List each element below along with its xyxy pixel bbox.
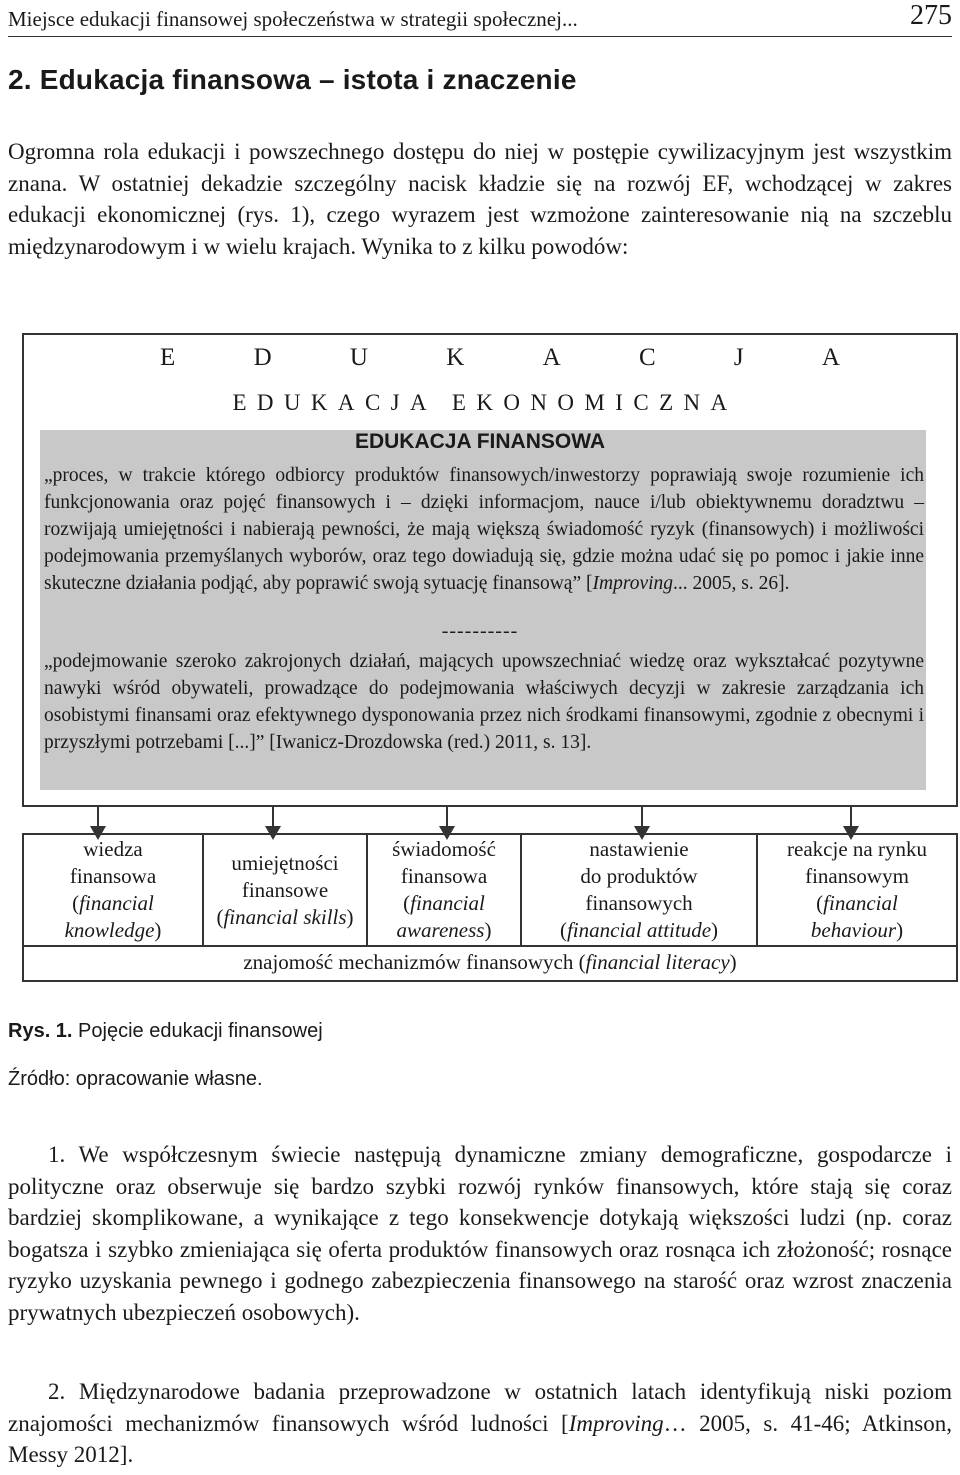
component-label: do produktów xyxy=(580,864,698,888)
edukacja-letters xyxy=(160,344,840,372)
component-english: awareness) xyxy=(396,918,492,942)
figure-source: Źródło: opracowanie własne. xyxy=(8,1068,263,1090)
component-box-behaviour xyxy=(756,833,958,947)
literacy-english: financial literacy xyxy=(585,950,730,974)
caption-text: Pojęcie edukacji finansowej xyxy=(78,1020,323,1042)
edukacja-letter: A xyxy=(542,344,561,371)
component-box-knowledge xyxy=(22,833,204,947)
point-1-paragraph: 1. We współczesnym świecie następują dynamiczne zmiany demograficzne, gospodarcze i polityczne oraz obserwuje się bardzo szybki rozwój rynków finansowych, które stają się coraz bardziej skomplikowane, a wynikające z tego konsekwencje dotykają większości ludzi (np. coraz bogatsza i szybko zmieniająca się oferta produktów finansowych oraz rosnąca ich złożoność; rosnące ryzyko uzyskania pewnego i godnego zabezpieczenia finansowego na starość oraz wzrost znaczenia prywatnych ubezpieczeń osobowych). xyxy=(8,1142,952,1325)
component-english: (financial xyxy=(72,891,154,915)
caption-label: Rys. 1. xyxy=(8,1020,73,1042)
components-row xyxy=(22,833,958,947)
component-label: finansowym xyxy=(805,864,909,888)
page-number: 275 xyxy=(910,0,952,31)
definition-1-text: „proces, w trakcie którego odbiorcy produktów finansowych/inwestorzy poprawiają swoje rozumienie ich funkcjonowania oraz pojęć finansowych i – dzięki informacjom, nauce i/lub obiektywnemu doradztwu – rozwijają umiejętności i nabierają pewności, że mają większą świadomość ryzyk (finansowych) i możliwości podejmowania przemyślanych wyborów, oraz tego dowiadują się, gdzie można udać się po pomoc i jakie inne skuteczne działania podjąć, aby poprawić swoją sytuację finansową” [ xyxy=(44,465,924,594)
component-english: (financial skills) xyxy=(216,904,354,929)
definition-2: „podejmowanie szeroko zakrojonych działań, mających upowszechniać wiedzę oraz wykształcać pozytywne nawyki wśród obywateli, prowadzące do podejmowania właściwych decyzji w zakresie zarządzania ich osobistymi finansami oraz efektywnego dysponowania przez nich środkami finansowymi, zgodnie z obecnymi i przyszłymi potrzebami [...]” [Iwanicz-Drozdowska (red.) 2011, s. 13]. xyxy=(44,651,924,753)
edukacja-letter: U xyxy=(349,344,368,371)
figure-caption xyxy=(8,1020,323,1043)
component-box-attitude xyxy=(520,833,758,947)
definition-1 xyxy=(44,462,924,597)
component-label: nastawienie xyxy=(589,837,689,861)
definition-1-cite-rest: ... 2005, s. 26]. xyxy=(673,573,790,594)
intro-paragraph: Ogromna rola edukacji i powszechnego dostępu do niej w postępie cywilizacyjnym jest wszystkim znana. W ostatniej dekadzie szczególny nacisk kładzie się na rozwój EF, wchodzącej w zakres edukacji ekonomicznej (rys. 1), czego wyrazem jest wzmożone zainteresowanie nią na szczeblu międzynarodowym i w wielu krajach. Wynika to z kilku powodów: xyxy=(8,139,952,259)
component-label: wiedza xyxy=(83,837,143,861)
component-english: (financial attitude) xyxy=(559,918,719,942)
component-english: (financial xyxy=(403,891,485,915)
edukacja-letter: K xyxy=(446,344,465,371)
literacy-label: znajomość mechanizmów finansowych ( xyxy=(243,950,586,974)
component-label: świadomość xyxy=(392,837,496,861)
financial-education-heading: EDUKACJA FINANSOWA xyxy=(354,430,606,453)
edukacja-letter: J xyxy=(733,344,744,371)
edukacja-letter: A xyxy=(821,344,840,371)
definition-1-cite: Improving xyxy=(592,573,674,594)
edukacja-ekonomiczna-label: EDUKACJA EKONOMICZNA xyxy=(232,390,738,415)
component-label: umiejętności xyxy=(231,850,339,875)
definition-separator: ---------- xyxy=(441,620,519,642)
component-box-awareness xyxy=(366,833,522,947)
component-box-skills xyxy=(202,833,368,947)
component-english: behaviour) xyxy=(810,918,904,942)
running-title: Miejsce edukacji finansowej społeczeństwa w strategii społecznej... xyxy=(8,7,578,31)
edukacja-letter: D xyxy=(253,344,272,371)
point-2-cite: Improving xyxy=(568,1410,664,1436)
financial-literacy-box: znajomość mechanizmów finansowych (financial literacy) xyxy=(22,946,958,982)
edukacja-letter: E xyxy=(160,344,176,371)
point-2-paragraph: 2. Międzynarodowe badania przeprowadzone w ostatnich latach identyfikują niski poziom znajomości mechanizmów finansowych wśród ludności [Improving… 2005, s. 41-46; Atkinson, Messy 2012]. xyxy=(8,1379,952,1467)
component-english: knowledge) xyxy=(64,918,162,942)
section-heading: 2. Edukacja finansowa – istota i znaczenie xyxy=(8,64,577,95)
component-label: finansowych xyxy=(585,891,693,915)
edukacja-letter: C xyxy=(638,344,656,371)
component-label: finansowe xyxy=(241,877,329,902)
component-label: finansowa xyxy=(400,864,488,888)
component-label: finansowa xyxy=(69,864,157,888)
component-english: (financial xyxy=(816,891,898,915)
component-label: reakcje na rynku xyxy=(787,837,927,861)
